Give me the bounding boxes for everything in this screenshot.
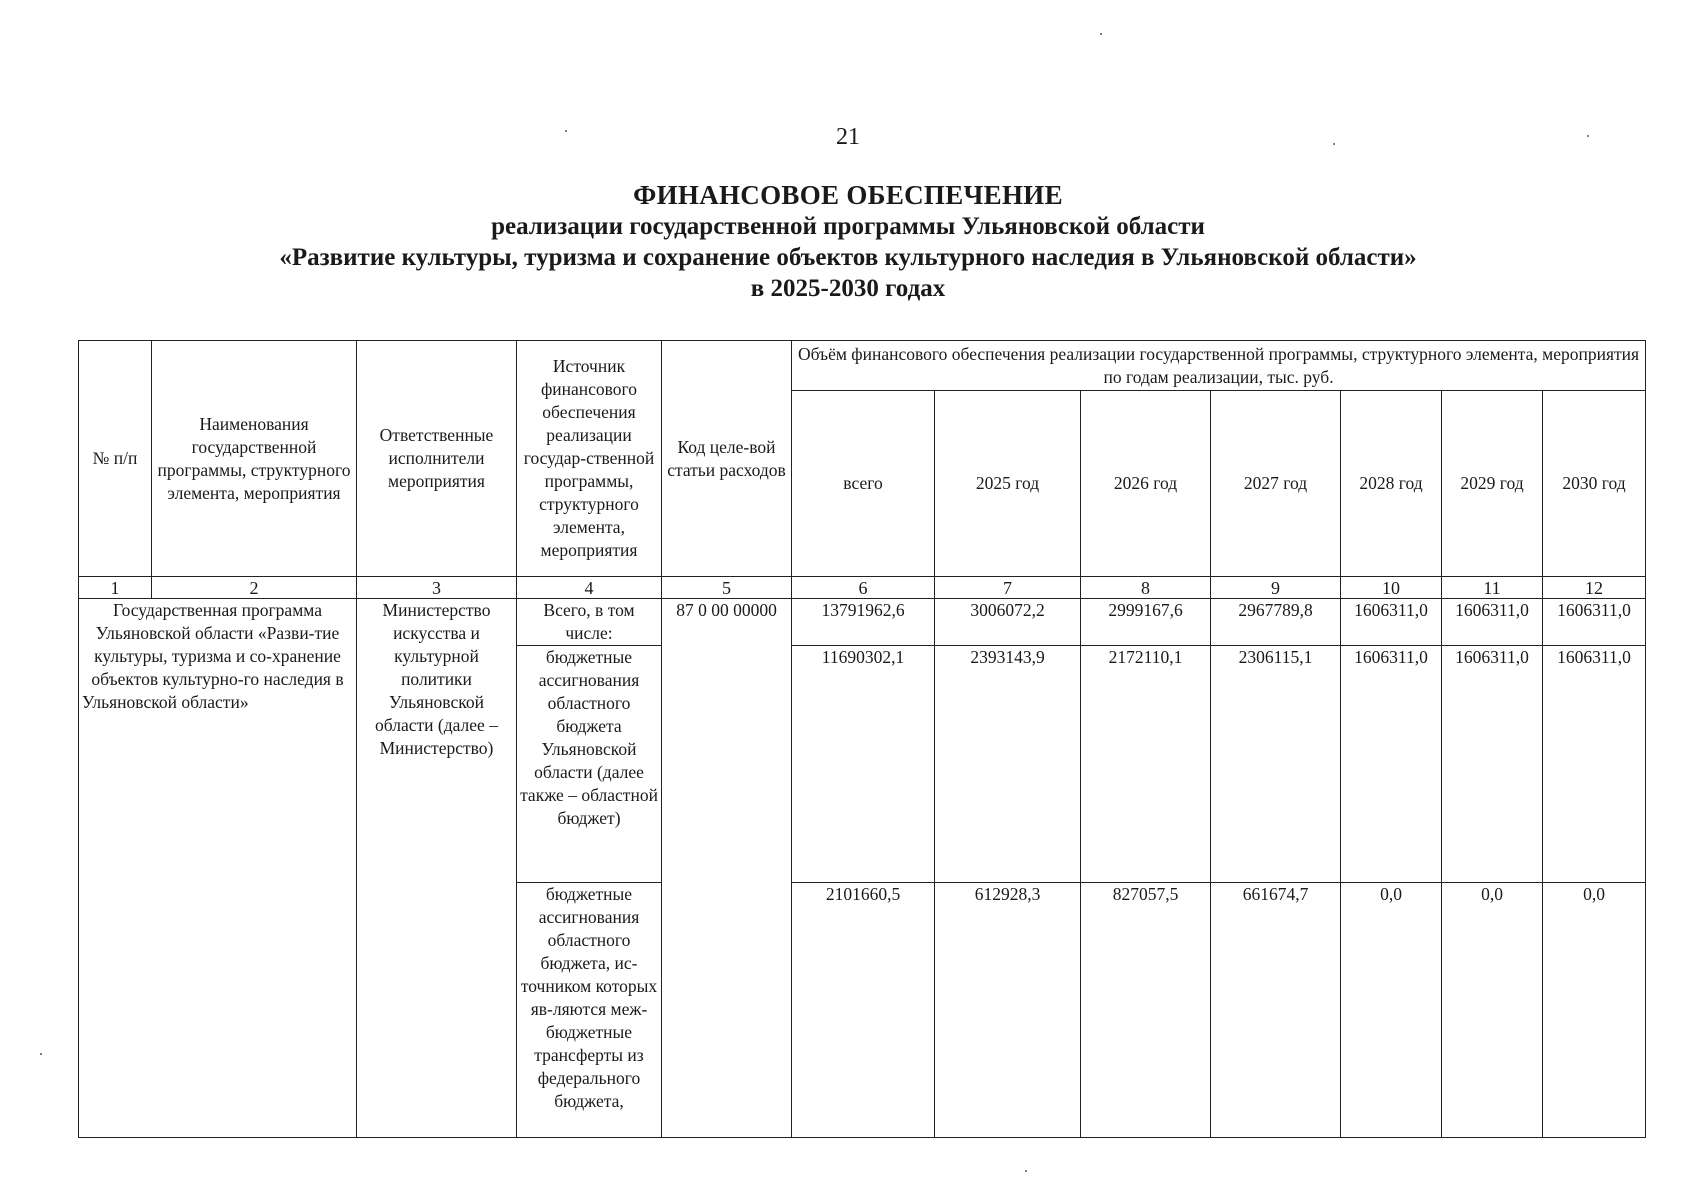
- header-2026: 2026 год: [1081, 391, 1211, 577]
- scan-speck: [1025, 1170, 1027, 1172]
- value-2028: 1606311,0: [1341, 599, 1442, 646]
- value-2029: 0,0: [1442, 883, 1543, 1138]
- program-name: Государственная программа Ульяновской области «Разви-тие культуры, туризма и со-хранение объектов культурно-го наследия в Ульяновской области»: [79, 599, 357, 1138]
- header-2029: 2029 год: [1442, 391, 1543, 577]
- column-number: 7: [935, 577, 1081, 599]
- column-number: 3: [357, 577, 517, 599]
- value-2027: 661674,7: [1211, 883, 1341, 1138]
- value-2030: 0,0: [1543, 883, 1646, 1138]
- column-number: 11: [1442, 577, 1543, 599]
- value-2025: 612928,3: [935, 883, 1081, 1138]
- header-source: Источник финансового обеспечения реализации государ-ственной программы, структурного элемента, мероприятия: [517, 341, 662, 577]
- column-number: 8: [1081, 577, 1211, 599]
- scan-speck: [565, 130, 567, 132]
- value-2029: 1606311,0: [1442, 646, 1543, 883]
- program-executor: Министерство искусства и культурной политики Ульяновской области (далее – Министерство): [357, 599, 517, 1138]
- header-number: № п/п: [79, 341, 152, 577]
- value-2030: 1606311,0: [1543, 646, 1646, 883]
- financing-table: [78, 340, 1646, 1138]
- value-2029: 1606311,0: [1442, 599, 1543, 646]
- value-2025: 2393143,9: [935, 646, 1081, 883]
- column-number: 2: [152, 577, 357, 599]
- funding-source: Всего, в том числе:: [517, 599, 662, 646]
- column-number: 12: [1543, 577, 1646, 599]
- value-2028: 1606311,0: [1341, 646, 1442, 883]
- column-number: 9: [1211, 577, 1341, 599]
- table-row: [79, 599, 1646, 646]
- value-2027: 2967789,8: [1211, 599, 1341, 646]
- funding-source: бюджетные ассигнования областного бюджета, ис-точником которых яв-ляются меж-бюджетные трансферты из федерального бюджета,: [517, 883, 662, 1138]
- header-volume-group: Объём финансового обеспечения реализации государственной программы, структурного элемента, мероприятия по годам реализации, тыс. руб.: [792, 341, 1646, 391]
- value-total: 11690302,1: [792, 646, 935, 883]
- value-2026: 2172110,1: [1081, 646, 1211, 883]
- document-title: [0, 180, 1696, 304]
- header-2030: 2030 год: [1543, 391, 1646, 577]
- column-number: 5: [662, 577, 792, 599]
- column-number: 6: [792, 577, 935, 599]
- page-number: 21: [836, 124, 860, 150]
- scan-speck: [1587, 135, 1589, 137]
- title-line-4: в 2025-2030 годах: [750, 275, 946, 302]
- value-2030: 1606311,0: [1543, 599, 1646, 646]
- title-line-2: реализации государственной программы Ульяновской области: [491, 213, 1205, 240]
- header-2028: 2028 год: [1341, 391, 1442, 577]
- title-line-3: «Развитие культуры, туризма и сохранение объектов культурного наследия в Ульяновской области»: [279, 244, 1417, 271]
- header-name: Наименования государственной программы, структурного элемента, мероприятия: [152, 341, 357, 577]
- header-2025: 2025 год: [935, 391, 1081, 577]
- value-2026: 827057,5: [1081, 883, 1211, 1138]
- header-total: всего: [792, 391, 935, 577]
- scan-speck: [1333, 143, 1335, 145]
- header-2027: 2027 год: [1211, 391, 1341, 577]
- header-code: Код целе-вой статьи расходов: [662, 341, 792, 577]
- value-2028: 0,0: [1341, 883, 1442, 1138]
- header-executors: Ответственные исполнители мероприятия: [357, 341, 517, 577]
- value-2027: 2306115,1: [1211, 646, 1341, 883]
- value-2025: 3006072,2: [935, 599, 1081, 646]
- scan-speck: [1100, 33, 1102, 35]
- column-number: 1: [79, 577, 152, 599]
- scan-speck: [40, 1053, 42, 1055]
- title-line-1: ФИНАНСОВОЕ ОБЕСПЕЧЕНИЕ: [633, 180, 1063, 210]
- column-number: 4: [517, 577, 662, 599]
- column-number: 10: [1341, 577, 1442, 599]
- value-total: 2101660,5: [792, 883, 935, 1138]
- target-code: 87 0 00 00000: [662, 599, 792, 1138]
- column-number-row: [79, 577, 1646, 599]
- value-total: 13791962,6: [792, 599, 935, 646]
- value-2026: 2999167,6: [1081, 599, 1211, 646]
- funding-source: бюджетные ассигнования областного бюджета Ульяновской области (далее также – областной бюджет): [517, 646, 662, 883]
